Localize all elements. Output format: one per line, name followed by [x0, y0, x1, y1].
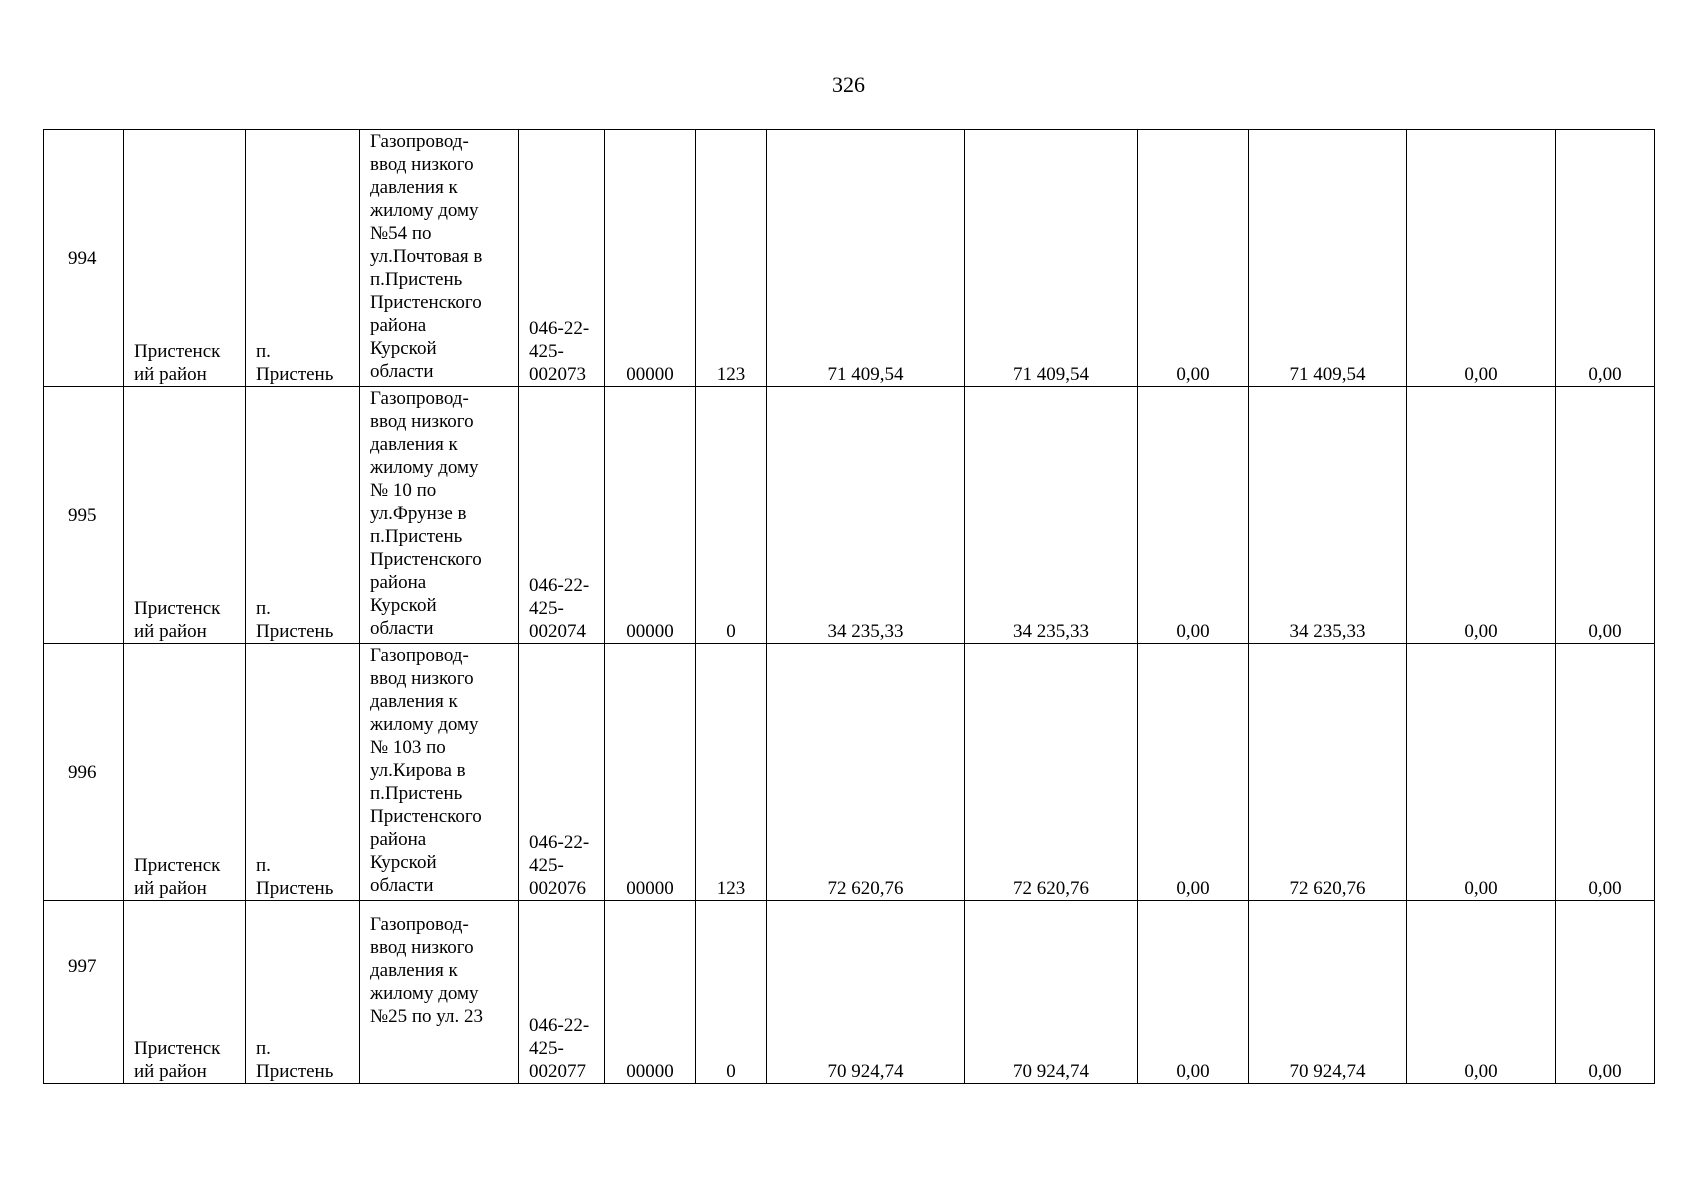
value-cell-1: 34 235,33 [767, 387, 965, 644]
row-number-cell: 995 [44, 387, 124, 644]
table-row [44, 901, 1655, 1084]
description-cell: Газопровод- ввод низкого давления к жилому дому №54 по ул.Почтовая в п.Пристень Пристенского района Курской области [360, 130, 519, 387]
locality-cell: п. Пристень [246, 387, 360, 644]
count-cell: 0 [696, 387, 767, 644]
value-cell-4: 72 620,76 [1249, 644, 1407, 901]
value-cell-3: 0,00 [1138, 901, 1249, 1084]
row-number-cell: 994 [44, 130, 124, 387]
value-cell-6: 0,00 [1556, 387, 1655, 644]
row-number-cell: 997 [44, 901, 124, 1084]
zeros-cell: 00000 [605, 130, 696, 387]
locality-cell: п. Пристень [246, 901, 360, 1084]
locality-cell: п. Пристень [246, 644, 360, 901]
register-table [43, 129, 1655, 1084]
value-cell-6: 0,00 [1556, 644, 1655, 901]
count-cell: 123 [696, 130, 767, 387]
code-cell: 046-22- 425- 002077 [519, 901, 605, 1084]
value-cell-1: 70 924,74 [767, 901, 965, 1084]
code-cell: 046-22- 425- 002073 [519, 130, 605, 387]
count-cell: 123 [696, 644, 767, 901]
district-cell: Пристенск ий район [124, 130, 246, 387]
count-cell: 0 [696, 901, 767, 1084]
page-number: 326 [832, 72, 865, 97]
value-cell-1: 71 409,54 [767, 130, 965, 387]
table-row [44, 130, 1655, 387]
district-cell: Пристенск ий район [124, 901, 246, 1084]
value-cell-4: 34 235,33 [1249, 387, 1407, 644]
locality-cell: п. Пристень [246, 130, 360, 387]
value-cell-6: 0,00 [1556, 130, 1655, 387]
value-cell-3: 0,00 [1138, 387, 1249, 644]
table-row [44, 644, 1655, 901]
value-cell-3: 0,00 [1138, 130, 1249, 387]
value-cell-2: 72 620,76 [965, 644, 1138, 901]
value-cell-4: 70 924,74 [1249, 901, 1407, 1084]
zeros-cell: 00000 [605, 901, 696, 1084]
value-cell-3: 0,00 [1138, 644, 1249, 901]
district-cell: Пристенск ий район [124, 644, 246, 901]
district-cell: Пристенск ий район [124, 387, 246, 644]
value-cell-4: 71 409,54 [1249, 130, 1407, 387]
value-cell-1: 72 620,76 [767, 644, 965, 901]
zeros-cell: 00000 [605, 644, 696, 901]
value-cell-5: 0,00 [1407, 130, 1556, 387]
value-cell-2: 71 409,54 [965, 130, 1138, 387]
value-cell-5: 0,00 [1407, 387, 1556, 644]
description-cell: Газопровод- ввод низкого давления к жилому дому № 103 по ул.Кирова в п.Пристень Пристенского района Курской области [360, 644, 519, 901]
value-cell-6: 0,00 [1556, 901, 1655, 1084]
code-cell: 046-22- 425- 002074 [519, 387, 605, 644]
value-cell-2: 34 235,33 [965, 387, 1138, 644]
description-cell: Газопровод- ввод низкого давления к жилому дому № 10 по ул.Фрунзе в п.Пристень Пристенского района Курской области [360, 387, 519, 644]
row-number-cell: 996 [44, 644, 124, 901]
value-cell-5: 0,00 [1407, 901, 1556, 1084]
description-cell: Газопровод- ввод низкого давления к жилому дому №25 по ул. 23 [360, 901, 519, 1084]
zeros-cell: 00000 [605, 387, 696, 644]
table-row [44, 387, 1655, 644]
value-cell-2: 70 924,74 [965, 901, 1138, 1084]
value-cell-5: 0,00 [1407, 644, 1556, 901]
code-cell: 046-22- 425- 002076 [519, 644, 605, 901]
